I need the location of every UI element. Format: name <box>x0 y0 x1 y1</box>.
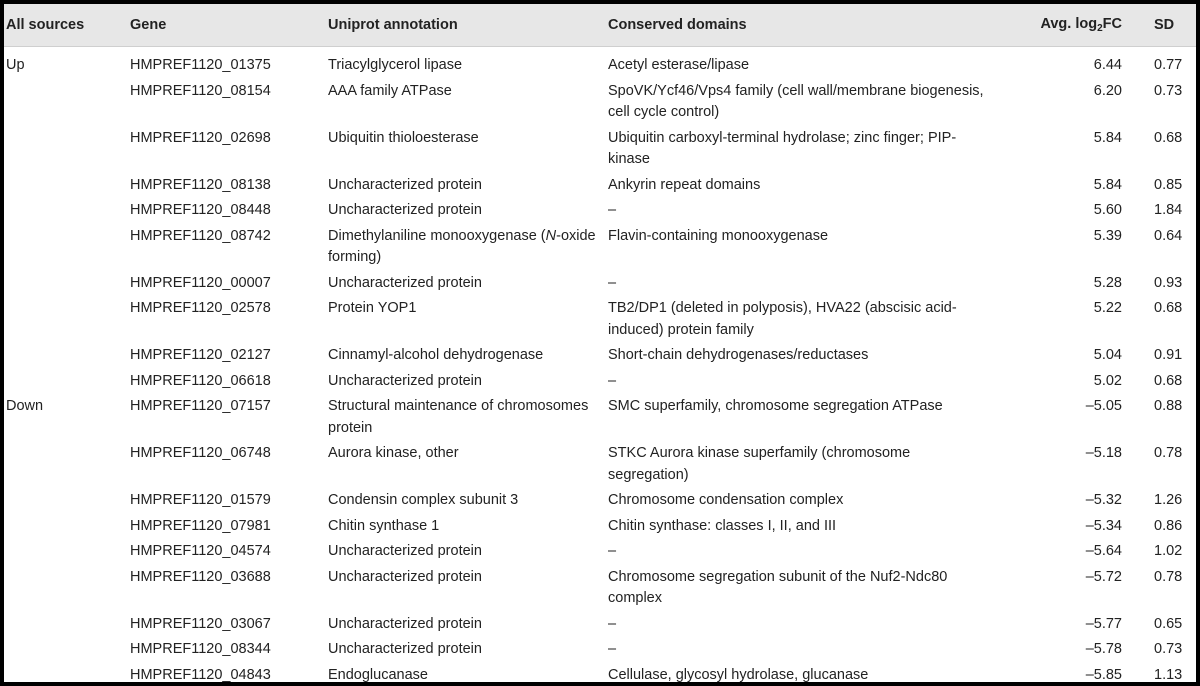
cell-domains: Cellulase, glycosyl hydrolase, glucanase <box>608 666 869 682</box>
cell-gene: HMPREF1120_08448 <box>130 202 271 218</box>
header-avg-sub: 2 <box>1097 23 1103 34</box>
cell-group <box>4 343 126 369</box>
cell-domains: SpoVK/Ycf46/Vps4 family (cell wall/membrane biogenesis, cell cycle control) <box>608 82 984 120</box>
gene-expression-table <box>4 4 1196 682</box>
cell-annotation: Triacylglycerol lipase <box>328 57 463 73</box>
cell-sd: 0.85 <box>1154 176 1183 193</box>
cell-gene: HMPREF1120_08344 <box>130 641 271 657</box>
cell-gene: HMPREF1120_04843 <box>130 666 271 682</box>
cell-group <box>4 514 126 540</box>
cell-gene: HMPREF1120_00007 <box>130 274 271 291</box>
cell-sd: 0.78 <box>1154 568 1183 585</box>
cell-gene: HMPREF1120_01375 <box>130 57 271 73</box>
cell-group: Down <box>6 398 44 414</box>
cell-group <box>4 369 126 395</box>
cell-avg: 5.02 <box>1093 372 1122 389</box>
cell-group <box>4 663 126 683</box>
cell-annotation: Protein YOP1 <box>328 300 417 316</box>
cell-annotation: Ubiquitin thioloesterase <box>328 129 479 146</box>
cell-avg: 5.39 <box>1093 227 1122 244</box>
cell-avg: –5.72 <box>1085 568 1122 585</box>
cell-gene: HMPREF1120_08742 <box>130 227 271 244</box>
table-row <box>4 612 1196 638</box>
header-all-sources: All sources <box>4 4 126 47</box>
cell-sd: 0.73 <box>1154 641 1183 657</box>
table-frame <box>4 4 1196 682</box>
cell-avg: 5.84 <box>1093 176 1122 193</box>
cell-sd: 0.68 <box>1154 300 1183 316</box>
cell-avg: 5.84 <box>1093 129 1122 146</box>
cell-avg: 6.20 <box>1093 82 1122 99</box>
cell-domains: Chromosome condensation complex <box>608 492 844 508</box>
cell-gene: HMPREF1120_07981 <box>130 517 271 534</box>
cell-annotation <box>322 224 602 271</box>
cell-avg: –5.32 <box>1085 492 1122 508</box>
cell-annotation: Aurora kinase, other <box>328 445 459 461</box>
header-avg-log2fc <box>992 4 1128 47</box>
table-row <box>4 173 1196 199</box>
cell-group: Up <box>6 57 25 73</box>
cell-group <box>4 565 126 612</box>
cell-sd: 0.93 <box>1154 274 1183 291</box>
cell-domains: – <box>608 615 617 632</box>
cell-domains: – <box>608 372 617 389</box>
cell-group <box>4 488 126 514</box>
cell-sd: 1.02 <box>1154 543 1183 559</box>
cell-avg: –5.85 <box>1085 666 1122 682</box>
cell-annotation: Chitin synthase 1 <box>328 517 440 534</box>
cell-domains: SMC superfamily, chromosome segregation ATPase <box>608 398 943 414</box>
cell-annotation: AAA family ATPase <box>328 82 452 99</box>
cell-domains: Ankyrin repeat domains <box>608 176 761 193</box>
cell-annotation: Uncharacterized protein <box>328 274 482 291</box>
cell-avg: –5.78 <box>1085 641 1122 657</box>
cell-annotation: Uncharacterized protein <box>328 372 482 389</box>
cell-group <box>4 173 126 199</box>
cell-avg: –5.77 <box>1085 615 1122 632</box>
cell-sd: 0.78 <box>1154 445 1183 461</box>
cell-avg: 6.44 <box>1093 57 1122 73</box>
cell-domains: STKC Aurora kinase superfamily (chromosome segregation) <box>608 445 911 483</box>
cell-avg: 5.22 <box>1093 300 1122 316</box>
cell-annotation: Uncharacterized protein <box>328 615 482 632</box>
header-conserved-domains: Conserved domains <box>602 4 992 47</box>
cell-gene: HMPREF1120_02698 <box>130 129 271 146</box>
cell-group <box>4 271 126 297</box>
table-row <box>4 271 1196 297</box>
cell-group <box>4 198 126 224</box>
cell-group <box>4 539 126 565</box>
cell-domains: – <box>608 641 617 657</box>
header-gene: Gene <box>126 4 322 47</box>
cell-group <box>4 296 126 343</box>
table-row <box>4 539 1196 565</box>
cell-avg: –5.05 <box>1085 398 1122 414</box>
table-row <box>4 369 1196 395</box>
cell-gene: HMPREF1120_02578 <box>130 300 271 316</box>
cell-gene: HMPREF1120_07157 <box>130 398 271 414</box>
cell-annotation: Condensin complex subunit 3 <box>328 492 519 508</box>
cell-domains: Ubiquitin carboxyl-terminal hydrolase; zinc finger; PIP-kinase <box>608 129 957 167</box>
cell-sd: 0.88 <box>1154 398 1183 414</box>
cell-gene: HMPREF1120_01579 <box>130 492 271 508</box>
table-row <box>4 343 1196 369</box>
cell-annotation: Endoglucanase <box>328 666 428 682</box>
cell-sd: 1.26 <box>1154 492 1183 508</box>
cell-sd: 0.77 <box>1154 57 1183 73</box>
table-row <box>4 79 1196 126</box>
cell-domains: TB2/DP1 (deleted in polyposis), HVA22 (abscisic acid-induced) protein family <box>608 300 957 338</box>
annotation-italic: N <box>545 227 557 244</box>
cell-domains: Flavin-containing monooxygenase <box>608 227 829 244</box>
header-row <box>4 4 1196 47</box>
cell-gene: HMPREF1120_08154 <box>130 82 271 99</box>
cell-gene: HMPREF1120_08138 <box>130 176 271 193</box>
cell-annotation: Uncharacterized protein <box>328 641 482 657</box>
cell-sd: 0.73 <box>1154 82 1183 99</box>
table-row <box>4 126 1196 173</box>
cell-gene: HMPREF1120_03067 <box>130 615 271 632</box>
cell-domains: Short-chain dehydrogenases/reductases <box>608 347 869 363</box>
cell-gene: HMPREF1120_04574 <box>130 543 271 559</box>
cell-annotation: Cinnamyl-alcohol dehydrogenase <box>328 347 544 363</box>
table-row <box>4 441 1196 488</box>
cell-avg: 5.28 <box>1093 274 1122 291</box>
cell-sd: 0.64 <box>1154 227 1183 244</box>
cell-domains: – <box>608 274 617 291</box>
cell-gene: HMPREF1120_06618 <box>130 372 271 389</box>
cell-group <box>4 224 126 271</box>
cell-annotation: Uncharacterized protein <box>328 543 482 559</box>
cell-avg: 5.04 <box>1093 347 1122 363</box>
cell-domains: – <box>608 543 617 559</box>
table-row <box>4 198 1196 224</box>
table-row <box>4 394 1196 441</box>
cell-group <box>4 441 126 488</box>
table-row <box>4 514 1196 540</box>
table-row <box>4 488 1196 514</box>
cell-sd: 0.68 <box>1154 129 1183 146</box>
cell-group <box>4 126 126 173</box>
table-row <box>4 565 1196 612</box>
cell-avg: 5.60 <box>1093 202 1122 218</box>
cell-annotation: Uncharacterized protein <box>328 202 482 218</box>
cell-domains: Chitin synthase: classes I, II, and III <box>608 517 837 534</box>
cell-sd: 1.84 <box>1154 202 1183 218</box>
header-avg-prefix: Avg. log <box>1040 16 1098 32</box>
cell-sd: 0.65 <box>1154 615 1183 632</box>
table-row <box>4 663 1196 683</box>
cell-group <box>4 637 126 663</box>
table-row <box>4 296 1196 343</box>
cell-gene: HMPREF1120_03688 <box>130 568 271 585</box>
cell-annotation: Uncharacterized protein <box>328 568 482 585</box>
cell-avg: –5.18 <box>1085 445 1122 461</box>
cell-avg: –5.64 <box>1085 543 1122 559</box>
cell-sd: 0.86 <box>1154 517 1183 534</box>
cell-annotation: Structural maintenance of chromosomes protein <box>328 398 589 436</box>
cell-avg: –5.34 <box>1085 517 1122 534</box>
table-row <box>4 224 1196 271</box>
cell-sd: 0.68 <box>1154 372 1183 389</box>
header-sd: SD <box>1128 4 1196 47</box>
cell-gene: HMPREF1120_02127 <box>130 347 271 363</box>
header-avg-suffix: FC <box>1102 16 1122 32</box>
cell-annotation: Uncharacterized protein <box>328 176 482 193</box>
annotation-main: Dimethylaniline monooxygenase ( <box>328 227 546 244</box>
table-row <box>4 47 1196 79</box>
header-uniprot-annotation: Uniprot annotation <box>322 4 602 47</box>
cell-gene: HMPREF1120_06748 <box>130 445 271 461</box>
cell-domains: Acetyl esterase/lipase <box>608 57 750 73</box>
table-row <box>4 637 1196 663</box>
cell-domains: Chromosome segregation subunit of the Nuf2-Ndc80 complex <box>608 568 948 606</box>
cell-sd: 0.91 <box>1154 347 1183 363</box>
cell-group <box>4 79 126 126</box>
cell-domains: – <box>608 202 617 218</box>
annotation-rest: -oxide forming) <box>328 227 596 265</box>
cell-sd: 1.13 <box>1154 666 1183 682</box>
cell-group <box>4 612 126 638</box>
